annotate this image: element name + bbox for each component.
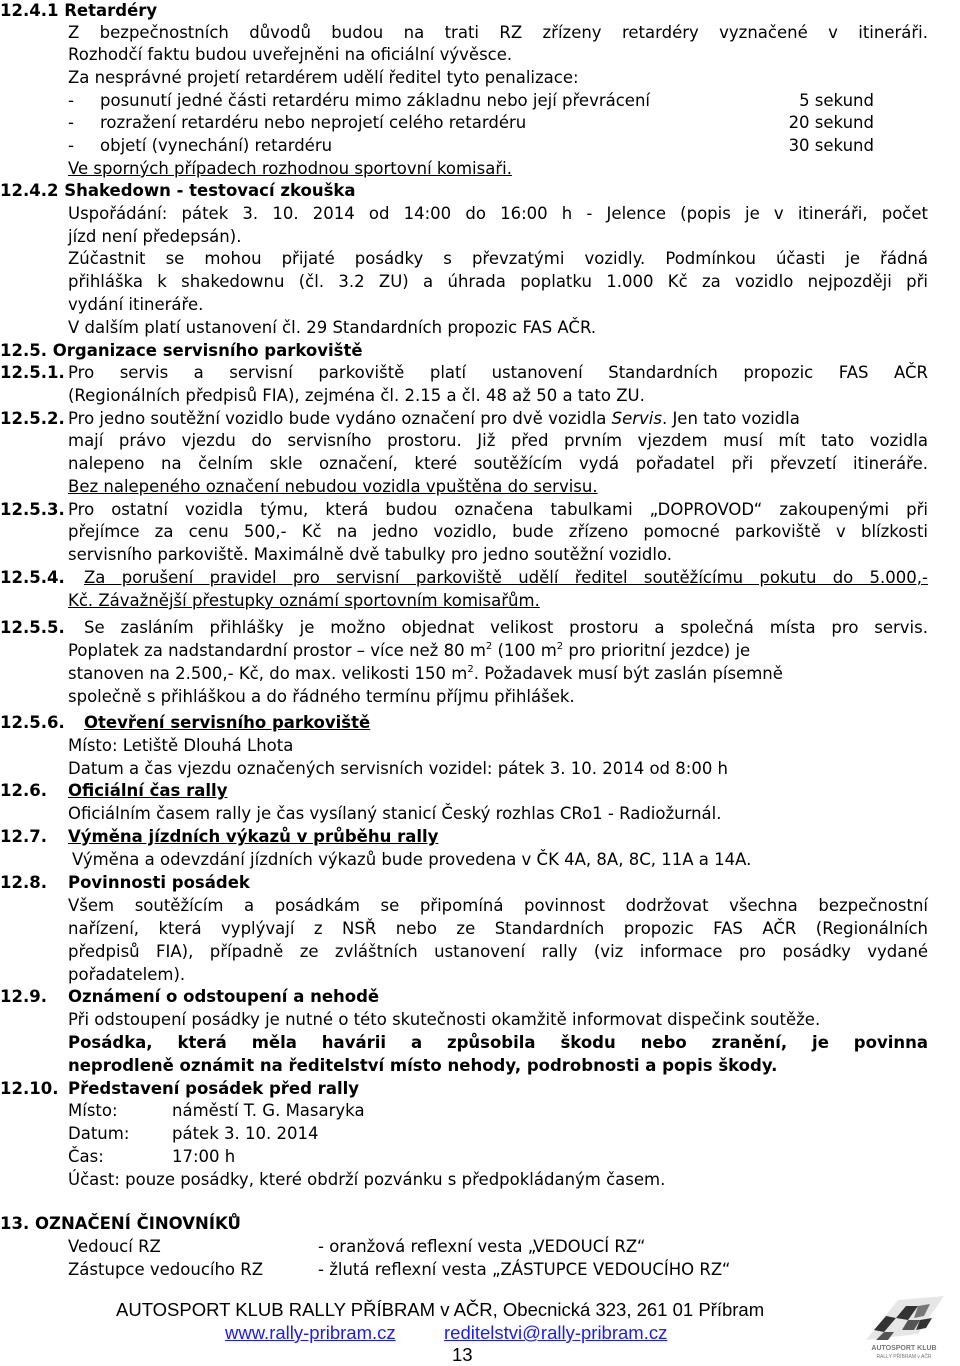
paragraph-line: nalepeno na čelním skle označení, které soutěžícím vydá pořadatel při převzetí itineráře. — [68, 454, 928, 473]
penalty-row — [68, 112, 874, 134]
paragraph-line: Rozhodčí faktu budou uveřejněni na oficiální vývěsce. — [68, 45, 513, 64]
paragraph-line: Z bezpečnostních důvodů budou na trati RZ zřízeny retardéry vyznačené v itineráři. — [68, 23, 928, 42]
penalty-text: objetí (vynechání) retardéru — [100, 136, 333, 155]
clause-number: 12.10. — [0, 1079, 59, 1098]
paragraph-line: nařízení, která vyplývají z NSŘ nebo ze Standardních propozic FAS AČR (Regionálních — [68, 919, 928, 938]
footer-web-link[interactable]: www.rally-pribram.cz — [225, 1322, 396, 1343]
paragraph-line: Při odstoupení posádky je nutné o této skutečnosti okamžitě informovat dispečink soutěže. — [68, 1010, 821, 1029]
official-vest: - žlutá reflexní vesta „ZÁSTUPCE VEDOUCÍHO RZ“ — [318, 1260, 731, 1279]
clause-heading: Oznámení o odstoupení a nehodě — [68, 987, 380, 1006]
logo-text-line2: RALLY PŘÍBRAM v AČR — [876, 1354, 932, 1360]
paragraph-line: Za porušení pravidel pro servisní parkoviště udělí ředitel soutěžícímu pokutu do 5.000,- — [84, 568, 928, 587]
footer-address: AUTOSPORT KLUB RALLY PŘÍBRAM v AČR, Obecnická 323, 261 01 Příbram — [116, 1299, 765, 1320]
text-run: pro prioritní jezdce) je — [563, 641, 751, 660]
logo-text-line1: AUTOSPORT KLUB — [871, 1345, 937, 1352]
official-role: Zástupce vedoucího RZ — [68, 1260, 264, 1279]
clause-number: 12.9. — [0, 987, 47, 1006]
paragraph-line: společně s přihláškou a do řádného termínu příjmu přihlášek. — [68, 687, 575, 706]
value-place: náměstí T. G. Masaryka — [172, 1101, 365, 1120]
paragraph-line: Všem soutěžícím a posádkám se připomíná povinnost dodržovat všechna bezpečnostní — [68, 896, 928, 915]
text-run: . Jen tato vozidla — [661, 409, 800, 428]
paragraph-line: Pro ostatní vozidla týmu, která budou označena tabulkami „DOPROVOD“ zakoupenými při — [68, 500, 928, 519]
clause-number: 12.5.2. — [0, 409, 65, 428]
paragraph-line: Ve sporných případech rozhodnou sportovní komisaři. — [68, 159, 512, 178]
clause-heading: Představení posádek před rally — [68, 1079, 360, 1098]
clause-number: 12.7. — [0, 827, 47, 846]
clause-heading: Výměna jízdních výkazů v průběhu rally — [68, 827, 439, 846]
paragraph-line: pořadatelem). — [68, 965, 186, 984]
section-heading-13: 13. OZNAČENÍ ČINOVNÍKŮ — [0, 1214, 241, 1233]
penalty-text: posunutí jedné části retardéru mimo základnu nebo její převrácení — [100, 91, 651, 110]
clause-number: 12.5.3. — [0, 500, 65, 519]
clause-number: 12.5.1. — [0, 363, 65, 382]
section-heading-12-4-2: 12.4.2 Shakedown - testovací zkouška — [0, 181, 356, 200]
paragraph-line — [68, 408, 800, 430]
superscript: 2 — [485, 641, 493, 652]
paragraph-line: servisního parkoviště. Maximálně dvě tabulky pro jedno soutěžní vozidlo. — [68, 545, 672, 564]
paragraph-line: Místo: Letiště Dlouhá Lhota — [68, 736, 294, 755]
penalty-value: 20 sekund — [788, 113, 874, 132]
official-role: Vedoucí RZ — [68, 1237, 161, 1256]
official-vest: - oranžová reflexní vesta „VEDOUCÍ RZ“ — [318, 1237, 646, 1256]
value-date: pátek 3. 10. 2014 — [172, 1124, 319, 1143]
paragraph-line: Oficiálním časem rally je čas vysílaný stanicí Český rozhlas CRo1 - Radiožurnál. — [68, 804, 722, 823]
paragraph-line-bold: neprodleně oznámit na ředitelství místo nehody, podrobnosti a popis škody. — [68, 1056, 778, 1075]
value-time: 17:00 h — [172, 1147, 236, 1166]
text-run: (100 m — [492, 641, 557, 660]
page-number: 13 — [452, 1344, 473, 1365]
paragraph-line: Výměna a odevzdání jízdních výkazů bude provedena v ČK 4A, 8A, 8C, 11A a 14A. — [72, 850, 752, 869]
paragraph-line: Kč. Závažnější přestupky oznámí sportovním komisařům. — [68, 591, 540, 610]
clause-heading: Oficiální čas rally — [68, 781, 228, 800]
paragraph-line: Datum a čas vjezdu označených servisních vozidel: pátek 3. 10. 2014 od 8:00 h — [68, 759, 729, 778]
penalty-value: 5 sekund — [799, 91, 874, 110]
paragraph-line: předpisů FIA), případně ze zvláštních ustanovení rally (viz informace pro posádky vydané — [68, 942, 928, 961]
paragraph-line: V dalším platí ustanovení čl. 29 Standardních propozic FAS AČR. — [68, 318, 597, 337]
paragraph-line: mají právo vjezdu do servisního prostoru. Již před prvním vjezdem musí mít tato vozidla — [68, 431, 928, 450]
dash: - — [68, 136, 74, 155]
paragraph-line: (Regionálních předpisů FIA), zejména čl. 2.15 a čl. 48 až 50 a tato ZU. — [68, 386, 645, 405]
paragraph-line: Se zasláním přihlášky je možno objednat velikost prostoru a společná místa pro servis. — [84, 618, 928, 637]
clause-number: 12.5.4. — [0, 568, 65, 587]
text-run: Pro jedno soutěžní vozidlo bude vydáno označení pro dvě vozidla — [68, 409, 612, 428]
superscript: 2 — [556, 641, 564, 652]
section-heading-12-4-1: 12.4.1 Retardéry — [0, 1, 158, 20]
clause-number: 12.8. — [0, 873, 47, 892]
penalty-row — [68, 135, 874, 157]
paragraph-line: přejímce za cenu 500,- Kč na jedno vozidlo, bude zřízeno pomocné parkoviště v blízkosti — [68, 522, 928, 541]
penalty-value: 30 sekund — [788, 136, 874, 155]
paragraph-line: Uspořádání: pátek 3. 10. 2014 od 14:00 do 16:00 h - Jelence (popis je v itineráři, počet — [68, 204, 928, 223]
club-logo-icon — [858, 1290, 950, 1362]
label-place: Místo: — [68, 1101, 118, 1120]
text-run: Poplatek za nadstandardní prostor – více než 80 m — [68, 641, 486, 660]
paragraph-line — [68, 663, 783, 685]
clause-number: 12.5.6. — [0, 713, 65, 732]
paragraph-line — [68, 640, 928, 662]
footer-email-link[interactable]: reditelstvi@rally-pribram.cz — [444, 1322, 668, 1343]
paragraph-line: Za nesprávné projetí retardérem udělí ředitel tyto penalizace: — [68, 68, 579, 87]
section-heading-12-5: 12.5. Organizace servisního parkoviště — [0, 341, 363, 360]
dash: - — [68, 113, 74, 132]
text-run: stanoven na 2.500,- Kč, do max. velikosti 150 m — [68, 664, 468, 683]
paragraph-line: Účast: pouze posádky, které obdrží pozvánku s předpokládaným časem. — [68, 1170, 666, 1189]
dash: - — [68, 91, 74, 110]
clause-heading: Otevření servisního parkoviště — [84, 713, 371, 732]
label-time: Čas: — [68, 1147, 104, 1166]
paragraph-line: Bez nalepeného označení nebudou vozidla vpuštěna do servisu. — [68, 477, 598, 496]
label-date: Datum: — [68, 1124, 130, 1143]
paragraph-line: Pro servis a servisní parkoviště platí ustanovení Standardních propozic FAS AČR — [68, 363, 928, 382]
text-run-italic: Servis — [611, 409, 662, 428]
paragraph-line: Zúčastnit se mohou přijaté posádky s převzatými vozidly. Podmínkou účasti je řádná — [68, 249, 928, 268]
paragraph-line: jízd není předepsán). — [68, 227, 242, 246]
superscript: 2 — [467, 664, 474, 675]
paragraph-line-bold: Posádka, která měla havárii a způsobila škodu nebo zranění, je povinna — [68, 1033, 928, 1052]
clause-number: 12.5.5. — [0, 618, 65, 637]
text-run: . Požadavek musí být zaslán písemně — [473, 664, 783, 683]
clause-heading: Povinnosti posádek — [68, 873, 250, 892]
penalty-text: rozražení retardéru nebo neprojetí celého retardéru — [100, 113, 527, 132]
checkered-flag-icon — [866, 1296, 944, 1340]
penalty-row — [68, 90, 874, 112]
paragraph-line: vydání itineráře. — [68, 295, 204, 314]
paragraph-line: přihláška k shakedownu (čl. 3.2 ZU) a úhrada poplatku 1.000 Kč za vozidlo nejpozději při — [68, 272, 928, 291]
clause-number: 12.6. — [0, 781, 47, 800]
